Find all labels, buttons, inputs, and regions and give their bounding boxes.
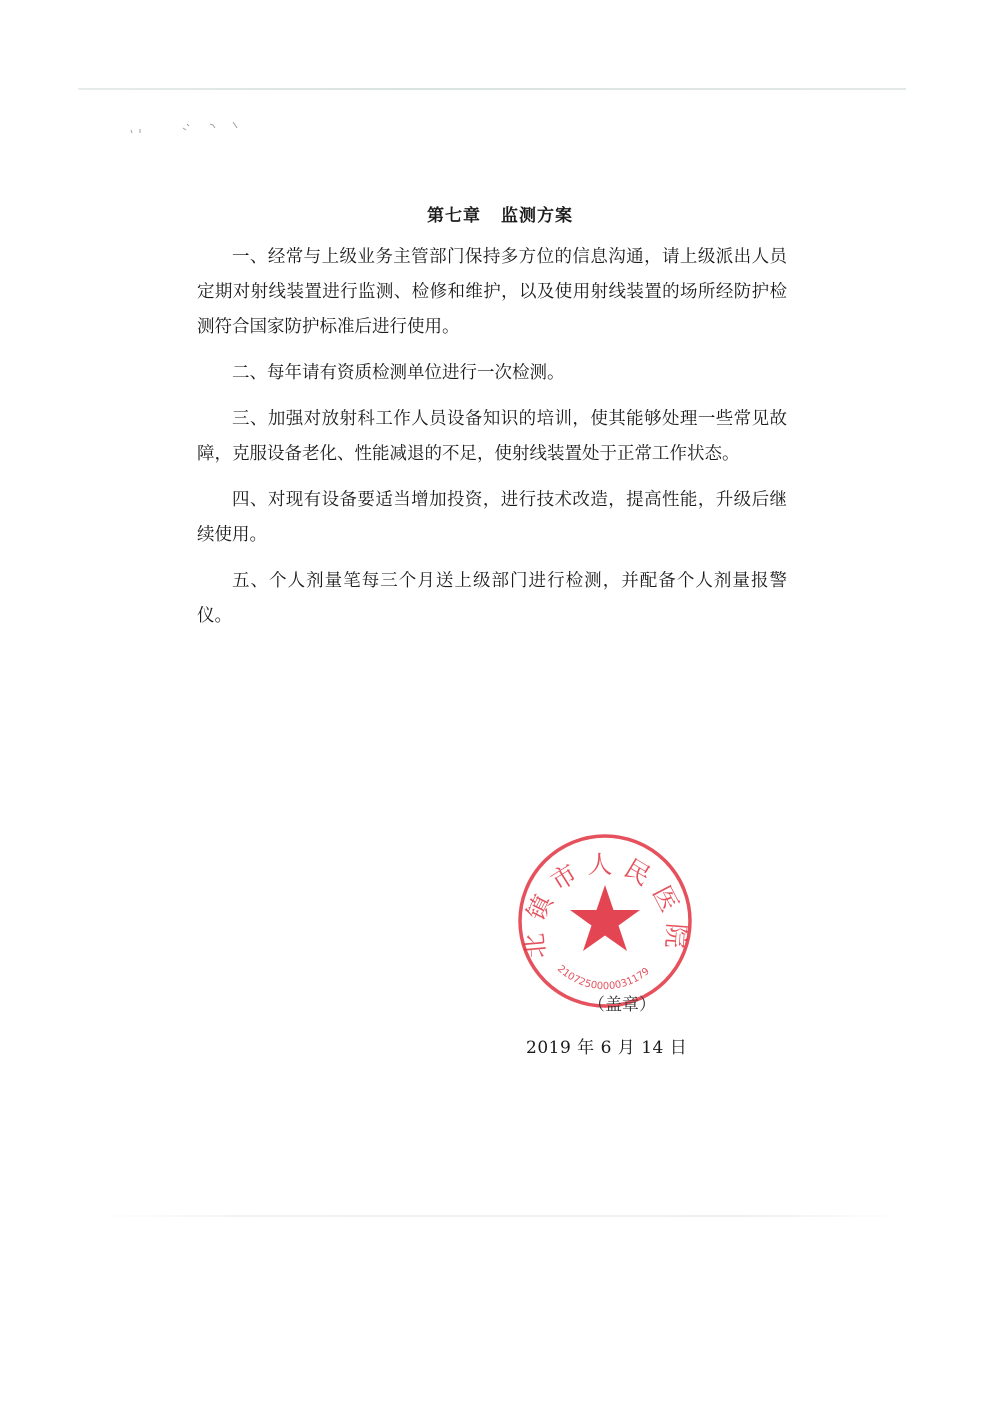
- seal-caption: （盖章）: [588, 995, 656, 1015]
- chapter-number: 第七章: [427, 206, 481, 226]
- scan-speckles: [125, 118, 255, 138]
- paragraph-1: 一、经常与上级业务主管部门保持多方位的信息沟通，请上级派出人员定期对射线装置进行监测、检修和维护，以及使用射线装置的场所经防护检测符合国家防护标准后进行使用。: [197, 247, 787, 337]
- scan-footer-noise: [90, 1215, 910, 1217]
- paragraph-3: 三、加强对放射科工作人员设备知识的培训，使其能够处理一些常见故障，克服设备老化、性能减退的不足，使射线装置处于正常工作状态。: [197, 409, 787, 464]
- scan-edge-line: [78, 88, 906, 90]
- document-date: 2019 年 6 月 14 日: [526, 1038, 688, 1058]
- paragraph-5: 五、个人剂量笔每三个月送上级部门进行检测，并配备个人剂量报警仪。: [197, 571, 787, 626]
- paragraph-4: 四、对现有设备要适当增加投资，进行技术改造，提高性能，升级后继续使用。: [197, 490, 787, 545]
- document-body: [197, 240, 787, 645]
- seal-star-icon: [570, 885, 640, 951]
- official-seal: [517, 833, 693, 1009]
- paragraph-2: 二、每年请有资质检测单位进行一次检测。: [232, 363, 565, 383]
- seal-name-path: 北镇市人民医院: [518, 849, 692, 960]
- seal-number-path: 2107250000031179: [554, 963, 652, 993]
- chapter-heading: 监测方案: [501, 206, 573, 226]
- chapter-title: [0, 201, 1000, 226]
- seal-number-text: [555, 963, 652, 992]
